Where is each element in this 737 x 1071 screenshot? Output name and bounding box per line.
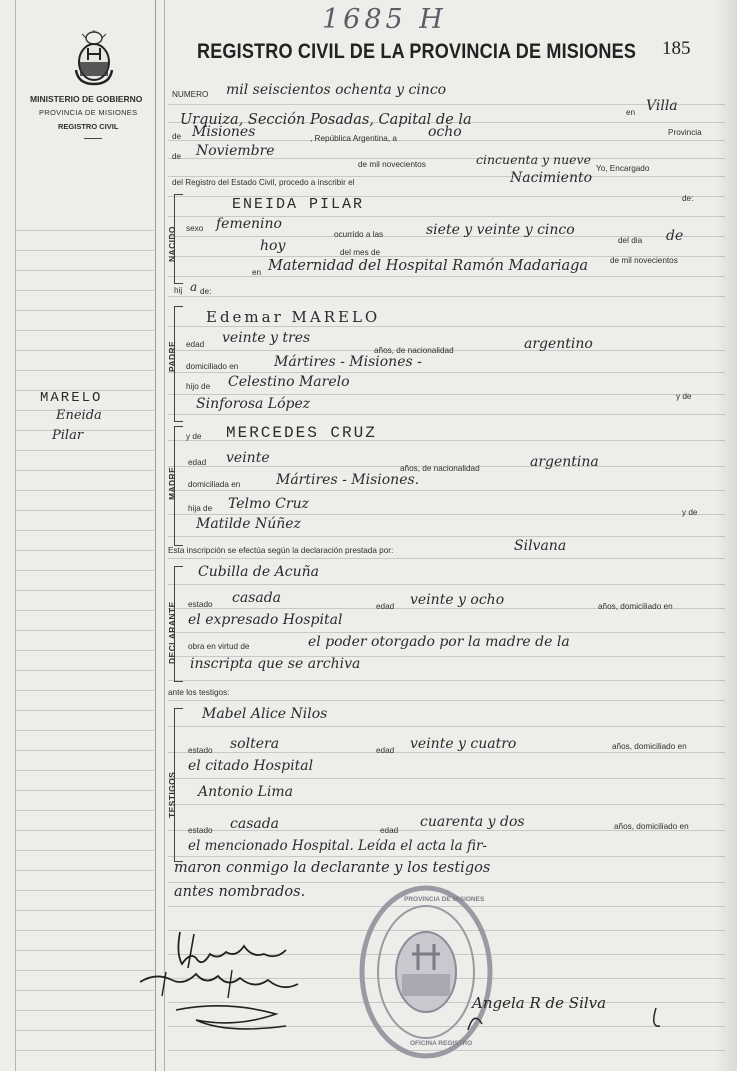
record-number: 1685 H [322,4,447,35]
section-padre: PADRE [167,340,177,372]
label-de-mil-2: de mil novecientos [610,256,678,265]
value-numero: mil seiscientos ochenta y cinco [226,82,447,98]
ministry-line-3: REGISTRO CIVIL [58,122,119,131]
label-de-colon-2: de: [200,287,212,296]
label-decl-edad: edad [376,602,395,611]
value-declarante-2: Cubilla de Acuña [198,564,319,580]
value-dia: de [666,228,684,244]
value-acto: Nacimiento [510,170,593,186]
registrar-signature: Angela R de Silva [472,994,607,1012]
closing-line-1: maron conmigo la declarante y los testigos [174,860,491,876]
label-de-mil: de mil novecientos [358,160,426,169]
value-decl-edad: veinte y ocho [410,592,505,608]
value-madre-y-de: Matilde Núñez [196,516,301,532]
label-madre-hija-de: hija de [188,504,213,513]
margin-note-name1: Eneida [56,408,102,423]
label-esta-inscripcion: Esta inscripción se efectúa según la declaración prestada por: [168,546,394,555]
label-padre-edad: edad [186,340,205,349]
value-nombre-nacido: ENEIDA PILAR [232,196,365,213]
value-madre-edad: veinte [226,450,270,466]
margin-note-surname: MARELO [40,390,103,406]
value-madre-nombre: MERCEDES CRUZ [226,424,377,442]
value-declarante-1: Silvana [514,538,567,554]
witness-signatures-icon [136,924,326,1049]
label-decl-anos-dom: años, domiciliado en [598,602,673,611]
value-provincia: Misiones [192,124,256,140]
value-mes: Noviembre [196,143,275,159]
value-decl-obra: el poder otorgado por la madre de la [308,634,570,650]
value-decl-domicilio: el expresado Hospital [188,612,343,628]
label-numero: NUMERO [172,90,209,99]
value-padre-nacionalidad: argentino [524,336,593,352]
label-hija: hij [174,286,183,295]
value-padre-nombre: Edemar MARELO [206,308,381,326]
page-number: 185 [662,38,691,59]
ministry-divider [84,138,102,139]
label-t1-edad: edad [376,746,395,755]
ministry-line-1: MINISTERIO DE GOBIERNO [30,94,143,104]
label-madre-anos-nac: años, de nacionalidad [400,464,480,473]
value-testigo2-edad: cuarenta y dos [420,814,525,830]
seal-top-text: PROVINCIA DE MISIONES [404,896,485,903]
label-del-registro: del Registro del Estado Civil, procedo a inscribir el [172,178,355,187]
label-de-2: de [172,152,182,161]
seal-bottom-text: OFICINA REGISTRO [410,1040,473,1047]
value-padre-y-de: Sinforosa López [196,396,311,412]
value-decl-obra-2: inscripta que se archiva [190,656,361,672]
label-madre-domiciliada: domiciliada en [188,480,241,489]
value-padre-domicilio: Mártires - Misiones - [274,354,422,370]
label-madre-edad: edad [188,458,207,467]
label-del-dia: del dia [618,236,643,245]
label-obra-en-virtud: obra en virtud de [188,642,250,651]
label-padre-domiciliado: domiciliado en [186,362,239,371]
label-yo-encargado: Yo, Encargado [596,164,650,173]
label-en: en [626,108,636,117]
value-en: Villa [646,98,678,114]
signature-flourish-icon [464,1000,674,1045]
label-en-2: en [252,268,262,277]
label-decl-estado: estado [188,600,213,609]
value-madre-nacionalidad: argentina [530,454,599,470]
section-declarante: DECLARANTE [167,601,177,664]
label-t2-edad: edad [380,826,399,835]
label-madre-y-de-2: y de [682,508,698,517]
value-hora: siete y veinte y cinco [426,222,575,238]
value-dia-fecha: ocho [428,124,462,140]
margin-divider [155,0,156,1071]
coat-of-arms-icon [72,30,116,91]
value-testigo1-estado: soltera [230,736,280,752]
page-title: REGISTRO CIVIL DE LA PROVINCIA DE MISIONES [197,40,637,63]
value-dia-2: hoy [260,238,286,254]
label-t2-estado: estado [188,826,213,835]
label-del-mes: del mes de [340,248,381,257]
label-padre-anos-nac: años, de nacionalidad [374,346,454,355]
section-madre: MADRE [167,466,177,500]
value-localidad: Urquiza, Sección Posadas, Capital de la [180,112,472,128]
label-t1-anos-dom: años, domiciliado en [612,742,687,751]
value-lugar: Maternidad del Hospital Ramón Madariaga [268,258,589,274]
label-padre-y-de: y de [676,392,692,401]
section-testigos: TESTIGOS [167,771,177,818]
value-testigo1-nombre: Mabel Alice Nilos [202,706,328,722]
label-de: de [172,132,182,141]
value-decl-estado: casada [232,590,282,606]
label-t2-anos-dom: años, domiciliado en [614,822,689,831]
value-madre-domicilio: Mártires - Misiones. [276,472,420,488]
label-t1-estado: estado [188,746,213,755]
label-padre-hijo-de: hijo de [186,382,211,391]
closing-line-2: antes nombrados. [174,884,306,900]
value-madre-hija-de: Telmo Cruz [228,496,309,512]
value-ano: cincuenta y nueve [476,152,591,167]
section-nacido: NACIDO [167,226,177,262]
ministry-line-2: PROVINCIA DE MISIONES [39,108,138,117]
label-provincia: Provincia [668,128,702,137]
value-padre-edad: veinte y tres [222,330,311,346]
label-rep-arg: , República Argentina, a [310,134,397,143]
value-testigo2-domicilio: el mencionado Hospital. Leída el acta la fir- [188,838,487,854]
value-testigo1-domicilio: el citado Hospital [188,758,314,774]
label-ante-testigos: ante los testigos: [168,688,230,697]
value-testigo2-estado: casada [230,816,280,832]
value-sexo: femenino [216,216,282,232]
label-de-colon: de: [682,194,694,203]
margin-note-name2: Pilar [52,428,84,443]
margin-divider-2 [164,0,165,1071]
value-hija-suffix: a [190,280,198,294]
label-madre-y-de: y de [186,432,202,441]
label-sexo: sexo [186,224,204,233]
value-padre-hijo-de: Celestino Marelo [228,374,350,390]
value-testigo2-nombre: Antonio Lima [198,784,293,800]
label-ocurrido: ocurrido a las [334,230,384,239]
value-testigo1-edad: veinte y cuatro [410,736,517,752]
